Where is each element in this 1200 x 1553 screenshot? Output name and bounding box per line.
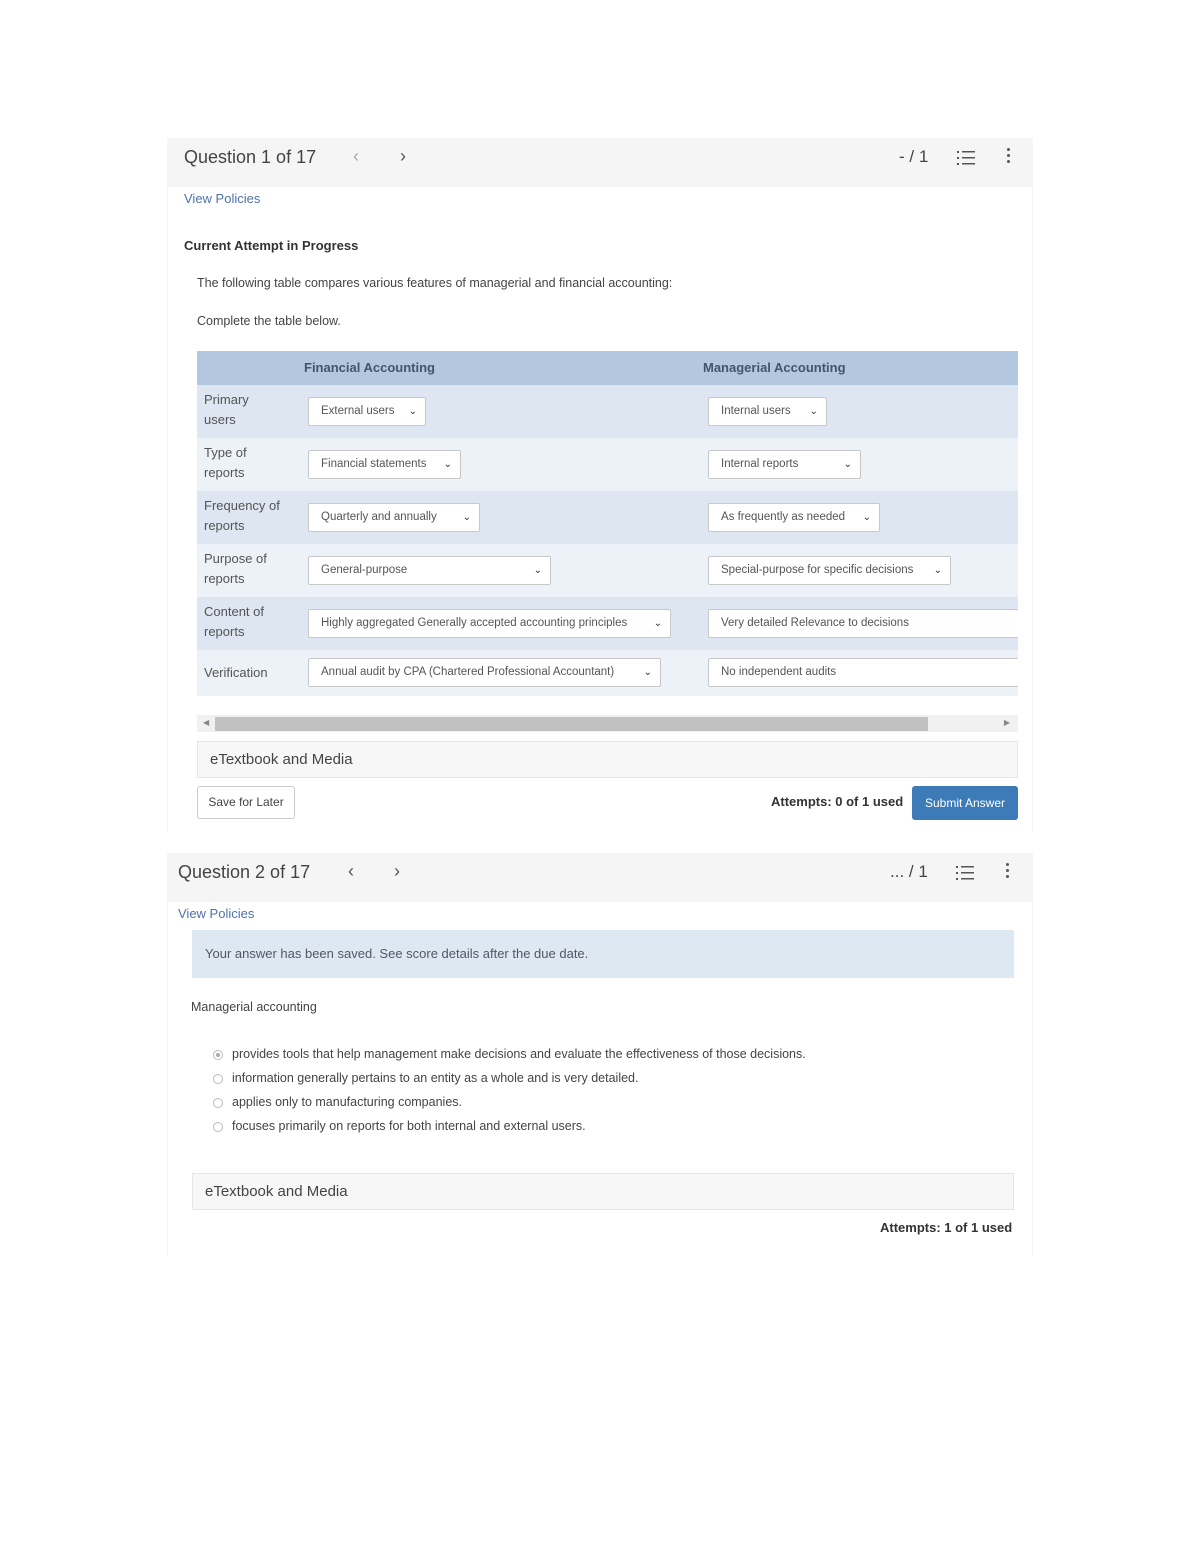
scroll-left-icon[interactable]: ◀	[203, 718, 210, 727]
financial-select[interactable]: Financial statements ⌄	[308, 450, 461, 479]
question-2-header	[167, 853, 1033, 902]
chevron-down-icon: ⌄	[408, 406, 417, 417]
scroll-right-icon[interactable]: ▶	[1003, 718, 1010, 727]
question-2-card: Question 2 of 17 ‹ › ... / 1 View Policies Your answer has been saved. See score details after the due date. Managerial accounting provides tools that help management make decisions and evaluate the effectiveness of those decisions. information generally pertains to an entity as a whole and is very detailed. applies only to manufacturing companies. focuses primarily on reports for both internal and external users. eTextbook and Media Attempts: 1 of 1 used	[167, 853, 1033, 1256]
row-label: Content of reports	[204, 604, 264, 639]
chevron-down-icon: ⌄	[862, 512, 871, 523]
radio-button[interactable]	[213, 1122, 223, 1132]
financial-select[interactable]: External users ⌄	[308, 397, 426, 426]
managerial-select[interactable]: Special-purpose for specific decisions ⌄	[708, 556, 951, 585]
table-row	[197, 544, 1018, 597]
question-title: Question 1 of 17	[184, 147, 317, 167]
chevron-down-icon: ⌄	[462, 512, 471, 523]
column-header-financial: Financial Accounting	[304, 360, 435, 375]
financial-select[interactable]: Quarterly and annually ⌄	[308, 503, 480, 532]
attempts-count: Attempts: 1 of 1 used	[880, 1220, 1013, 1235]
row-label: Frequency of reports	[204, 498, 280, 533]
chevron-right-icon[interactable]: ›	[400, 146, 406, 166]
chevron-left-icon[interactable]: ‹	[353, 146, 359, 166]
question-list-icon[interactable]	[957, 150, 975, 166]
question-intro: The following table compares various features of managerial and financial accounting:	[197, 276, 673, 290]
more-options-icon[interactable]	[1005, 148, 1011, 166]
managerial-select[interactable]: No independent audits	[708, 658, 1018, 687]
row-label: Type of reports	[204, 445, 247, 480]
row-label: Purpose of reports	[204, 551, 267, 586]
question-stem: Managerial accounting	[191, 1000, 317, 1014]
chevron-right-icon[interactable]: ›	[394, 861, 400, 881]
table-row	[197, 650, 1018, 696]
chevron-left-icon[interactable]: ‹	[348, 861, 354, 881]
scrollbar-thumb[interactable]	[215, 717, 928, 731]
row-label: Primary users	[204, 392, 249, 427]
question-1-card	[167, 138, 1033, 832]
chevron-down-icon: ⌄	[533, 565, 542, 576]
radio-button[interactable]	[213, 1074, 223, 1084]
view-policies-link[interactable]: View Policies	[178, 906, 255, 921]
table-row	[197, 491, 1018, 544]
attempt-status: Current Attempt in Progress	[184, 238, 359, 253]
score: - / 1	[899, 147, 929, 166]
table-header	[197, 351, 1018, 385]
question-instruction: Complete the table below.	[197, 314, 341, 328]
row-label: Verification	[204, 665, 268, 680]
radio-button[interactable]	[213, 1050, 223, 1060]
financial-select[interactable]: Highly aggregated Generally accepted accounting principles ⌄	[308, 609, 671, 638]
etextbook-media-panel[interactable]: eTextbook and Media	[192, 1173, 1014, 1210]
managerial-select[interactable]: Internal reports ⌄	[708, 450, 861, 479]
question-title: Question 2 of 17	[178, 862, 311, 882]
chevron-down-icon: ⌄	[653, 618, 662, 629]
managerial-select[interactable]: Internal users ⌄	[708, 397, 827, 426]
etextbook-media-panel[interactable]: eTextbook and Media	[197, 741, 1018, 778]
comparison-table	[197, 351, 1018, 696]
submit-answer-button[interactable]: Submit Answer	[912, 786, 1018, 820]
score: ... / 1	[890, 862, 928, 881]
table-row	[197, 385, 1018, 438]
table-row	[197, 438, 1018, 491]
more-options-icon[interactable]	[1004, 863, 1010, 881]
attempts-count: Attempts: 0 of 1 used	[771, 794, 904, 809]
chevron-down-icon: ⌄	[933, 565, 942, 576]
chevron-down-icon: ⌄	[809, 406, 818, 417]
managerial-select[interactable]: Very detailed Relevance to decisions	[708, 609, 1018, 638]
chevron-down-icon: ⌄	[643, 667, 652, 678]
view-policies-link[interactable]: View Policies	[184, 191, 261, 206]
financial-select[interactable]: Annual audit by CPA (Chartered Professional Accountant) ⌄	[308, 658, 661, 687]
chevron-down-icon: ⌄	[443, 459, 452, 470]
question-list-icon[interactable]	[956, 865, 974, 881]
table-row	[197, 597, 1018, 650]
answer-saved-notice: Your answer has been saved. See score details after the due date.	[192, 930, 1014, 978]
horizontal-scrollbar[interactable]	[197, 715, 1018, 732]
managerial-select[interactable]: As frequently as needed ⌄	[708, 503, 880, 532]
column-header-managerial: Managerial Accounting	[703, 360, 846, 375]
save-for-later-button[interactable]: Save for Later	[197, 786, 295, 819]
financial-select[interactable]: General-purpose ⌄	[308, 556, 551, 585]
radio-button[interactable]	[213, 1098, 223, 1108]
chevron-down-icon: ⌄	[843, 459, 852, 470]
question-1-header	[167, 138, 1033, 187]
